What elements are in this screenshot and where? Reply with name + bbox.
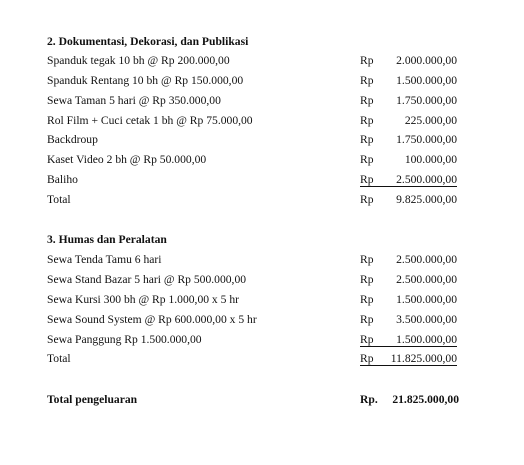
section-title: 3. Humas dan Peralatan xyxy=(47,233,167,246)
item-description: Spanduk tegak 10 bh @ Rp 200.000,00 xyxy=(47,54,230,67)
total-amount: 9.825.000,00 xyxy=(396,193,457,206)
total-amount: 11.825.000,00 xyxy=(390,352,457,365)
item-amount: 2.500.000,00 xyxy=(396,273,457,286)
item-amount: 100.000,00 xyxy=(404,153,457,166)
table-row xyxy=(47,73,467,89)
currency-label: Rp xyxy=(360,94,374,107)
table-row xyxy=(47,53,467,69)
table-row xyxy=(47,113,467,129)
currency-label: Rp xyxy=(360,54,374,67)
table-row xyxy=(47,252,467,268)
subtotal-underline xyxy=(360,186,457,187)
grand-total-label: Total pengeluaran xyxy=(47,393,138,406)
currency-label: Rp xyxy=(360,352,374,365)
grand-total-amount: 21.825.000,00 xyxy=(392,393,459,406)
item-description: Sewa Taman 5 hari @ Rp 350.000,00 xyxy=(47,94,221,107)
item-description: Baliho xyxy=(47,173,78,186)
item-description: Backdroup xyxy=(47,133,98,146)
item-description: Sewa Tenda Tamu 6 hari xyxy=(47,253,162,266)
currency-label: Rp xyxy=(360,114,374,127)
item-description: Sewa Sound System @ Rp 600.000,00 x 5 hr xyxy=(47,313,257,326)
total-underline xyxy=(360,365,457,366)
section-title: 2. Dokumentasi, Dekorasi, dan Publikasi xyxy=(47,35,249,48)
currency-label: Rp xyxy=(360,74,374,87)
currency-label: Rp xyxy=(360,133,374,146)
item-amount: 1.500.000,00 xyxy=(396,74,457,87)
item-amount: 2.000.000,00 xyxy=(396,54,457,67)
table-row xyxy=(47,292,467,308)
currency-label: Rp xyxy=(360,193,374,206)
currency-label: Rp xyxy=(360,293,374,306)
subtotal-underline xyxy=(360,346,457,347)
table-row xyxy=(47,172,467,188)
currency-label: Rp xyxy=(360,333,374,346)
section-2-heading xyxy=(47,34,467,50)
item-amount: 1.500.000,00 xyxy=(396,333,457,346)
currency-label: Rp. xyxy=(360,393,378,406)
item-amount: 3.500.000,00 xyxy=(396,313,457,326)
currency-label: Rp xyxy=(360,273,374,286)
table-row xyxy=(47,132,467,148)
item-description: Kaset Video 2 bh @ Rp 50.000,00 xyxy=(47,153,207,166)
item-amount: 2.500.000,00 xyxy=(396,253,457,266)
section-3-total-row xyxy=(47,351,467,367)
grand-total-row xyxy=(47,392,467,408)
currency-label: Rp xyxy=(360,173,374,186)
item-description: Sewa Kursi 300 bh @ Rp 1.000,00 x 5 hr xyxy=(47,293,239,306)
section-2-total-row xyxy=(47,192,467,208)
item-description: Spanduk Rentang 10 bh @ Rp 150.000,00 xyxy=(47,74,244,87)
item-description: Rol Film + Cuci cetak 1 bh @ Rp 75.000,00 xyxy=(47,114,253,127)
table-row xyxy=(47,332,467,348)
table-row xyxy=(47,93,467,109)
item-description: Sewa Panggung Rp 1.500.000,00 xyxy=(47,333,202,346)
currency-label: Rp xyxy=(360,253,374,266)
item-description: Sewa Stand Bazar 5 hari @ Rp 500.000,00 xyxy=(47,273,247,286)
table-row xyxy=(47,272,467,288)
table-row xyxy=(47,152,467,168)
item-amount: 1.750.000,00 xyxy=(396,94,457,107)
total-label: Total xyxy=(47,352,71,365)
item-amount: 1.500.000,00 xyxy=(396,293,457,306)
section-3-heading xyxy=(47,232,467,248)
currency-label: Rp xyxy=(360,153,374,166)
table-row xyxy=(47,312,467,328)
item-amount: 2.500.000,00 xyxy=(396,173,457,186)
total-label: Total xyxy=(47,193,71,206)
item-amount: 1.750.000,00 xyxy=(396,133,457,146)
currency-label: Rp xyxy=(360,313,374,326)
item-amount: 225.000,00 xyxy=(404,114,457,127)
